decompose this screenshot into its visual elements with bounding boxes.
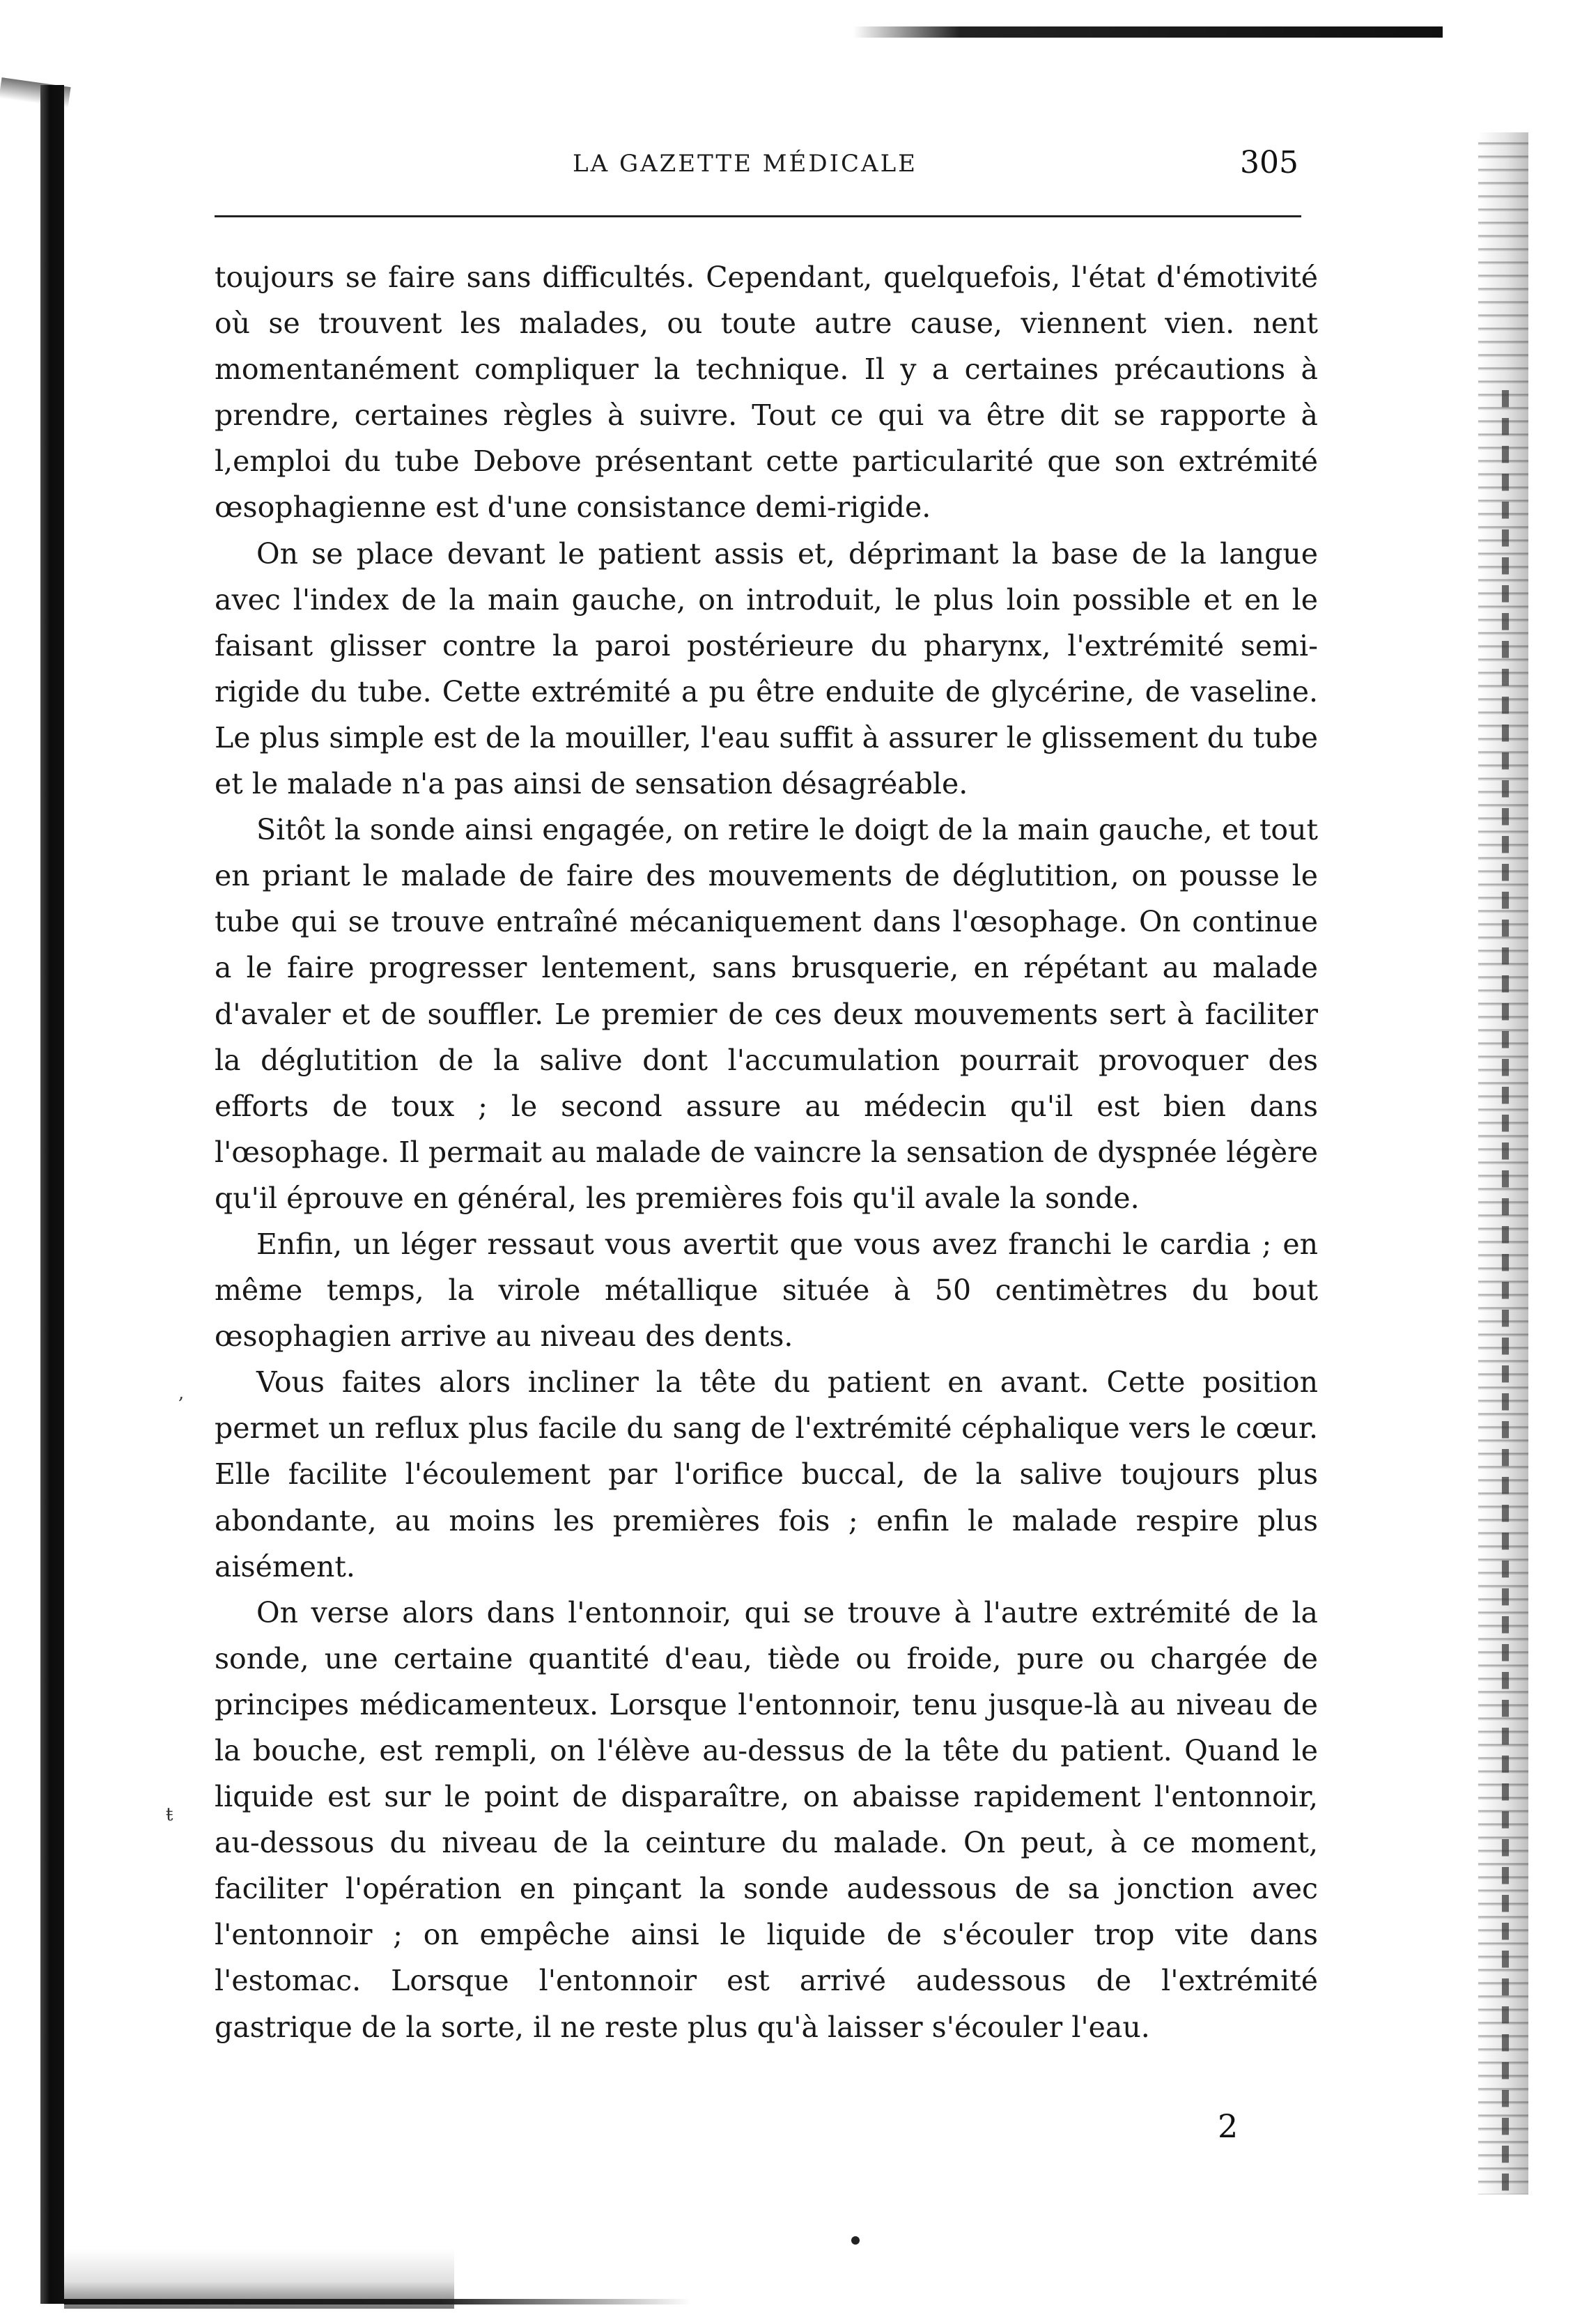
- book-spine-shadow: [40, 85, 64, 2304]
- paragraph: On se place devant le patient assis et, déprimant la base de la langue avec l'index de la main gauche, on introduit, le plus loin possible et en le faisant glisser contre la paroi postérieure du pharynx, l'extrémité semi-rigide du tube. Cette extrémité a pu être enduite de glycérine, de vaseline. Le plus simple est de la mouiller, l'eau suffit à assurer le glissement du tube et le malade n'a pas ainsi de sensation désagréable.: [215, 536, 1318, 801]
- right-edge-bleed-dark: [1502, 390, 1509, 2201]
- margin-mark: ,: [178, 1383, 185, 1404]
- margin-mark: ŧ: [166, 1804, 173, 1825]
- paragraph: On verse alors dans l'entonnoir, qui se trouve à l'autre extrémité de la sonde, une certaine quantité d'eau, tiède ou froide, pure ou chargée de principes médicamenteux. Lorsque l'entonnoir, tenu jusque-là au niveau de la bouche, est rempli, on l'élève au-dessus de la tête du patient. Quand le liquide est sur le point de disparaître, on abaisse rapidement l'entonnoir, au-dessous du niveau de la ceinture du malade. On peut, à ce moment, faciliter l'opération en pinçant la sonde audessous de sa jonction avec l'entonnoir ; on empêche ainsi le liquide de s'écouler trop vite dans l'estomac. Lorsque l'entonnoir est arrivé audessous de l'extrémité gastrique de la sorte, il ne reste plus qu'à laisser s'écouler l'eau.: [215, 1595, 1318, 2044]
- body-text: [215, 254, 1318, 2050]
- header-rule: [215, 215, 1301, 217]
- signature-mark: 2: [1218, 2107, 1239, 2145]
- top-edge-shadow: [853, 26, 1443, 38]
- page-number: 305: [1240, 145, 1298, 180]
- paragraph: Vous faites alors incliner la tête du patient en avant. Cette position permet un reflux plus facile du sang de l'extrémité céphalique vers le cœur. Elle facilite l'écoulement par l'orifice buccal, de la salive toujours plus abondante, au moins les premières fois ; enfin le malade respire plus aisément.: [215, 1365, 1318, 1583]
- ink-speck: [851, 2236, 860, 2245]
- running-head: LA GAZETTE MÉDICALE: [573, 150, 917, 178]
- bottom-edge-line: [64, 2299, 691, 2304]
- paragraph: toujours se faire sans difficultés. Cependant, quelquefois, l'état d'émotivité où se trouvent les malades, ou toute autre cause, viennent vien. nent momentanément compliquer la technique. Il y a certaines précautions à prendre, certaines règles à suivre. Tout ce qui va être dit se rapporte à l,emploi du tube Debove présentant cette particularité que son extrémité œsophagienne est d'une consistance demi-rigide.: [215, 261, 1318, 525]
- paragraph: Sitôt la sonde ainsi engagée, on retire le doigt de la main gauche, et tout en priant le malade de faire des mouvements de déglutition, on pousse le tube qui se trouve entraîné mécaniquement dans l'œsophage. On continue a le faire progresser lentement, sans brusquerie, en répétant au malade d'avaler et de souffler. Le premier de ces deux mouvements sert à faciliter la déglutition de la salive dont l'accumulation pourrait provoquer des efforts de toux ; le second assure au médecin qu'il est bien dans l'œsophage. Il permait au malade de vaincre la sensation de dyspnée légère qu'il éprouve en général, les premières fois qu'il avale la sonde.: [215, 813, 1318, 1215]
- paragraph: Enfin, un léger ressaut vous avertit que vous avez franchi le cardia ; en même temps, la virole métallique située à 50 centimètres du bout œsophagien arrive au niveau des dents.: [215, 1227, 1318, 1354]
